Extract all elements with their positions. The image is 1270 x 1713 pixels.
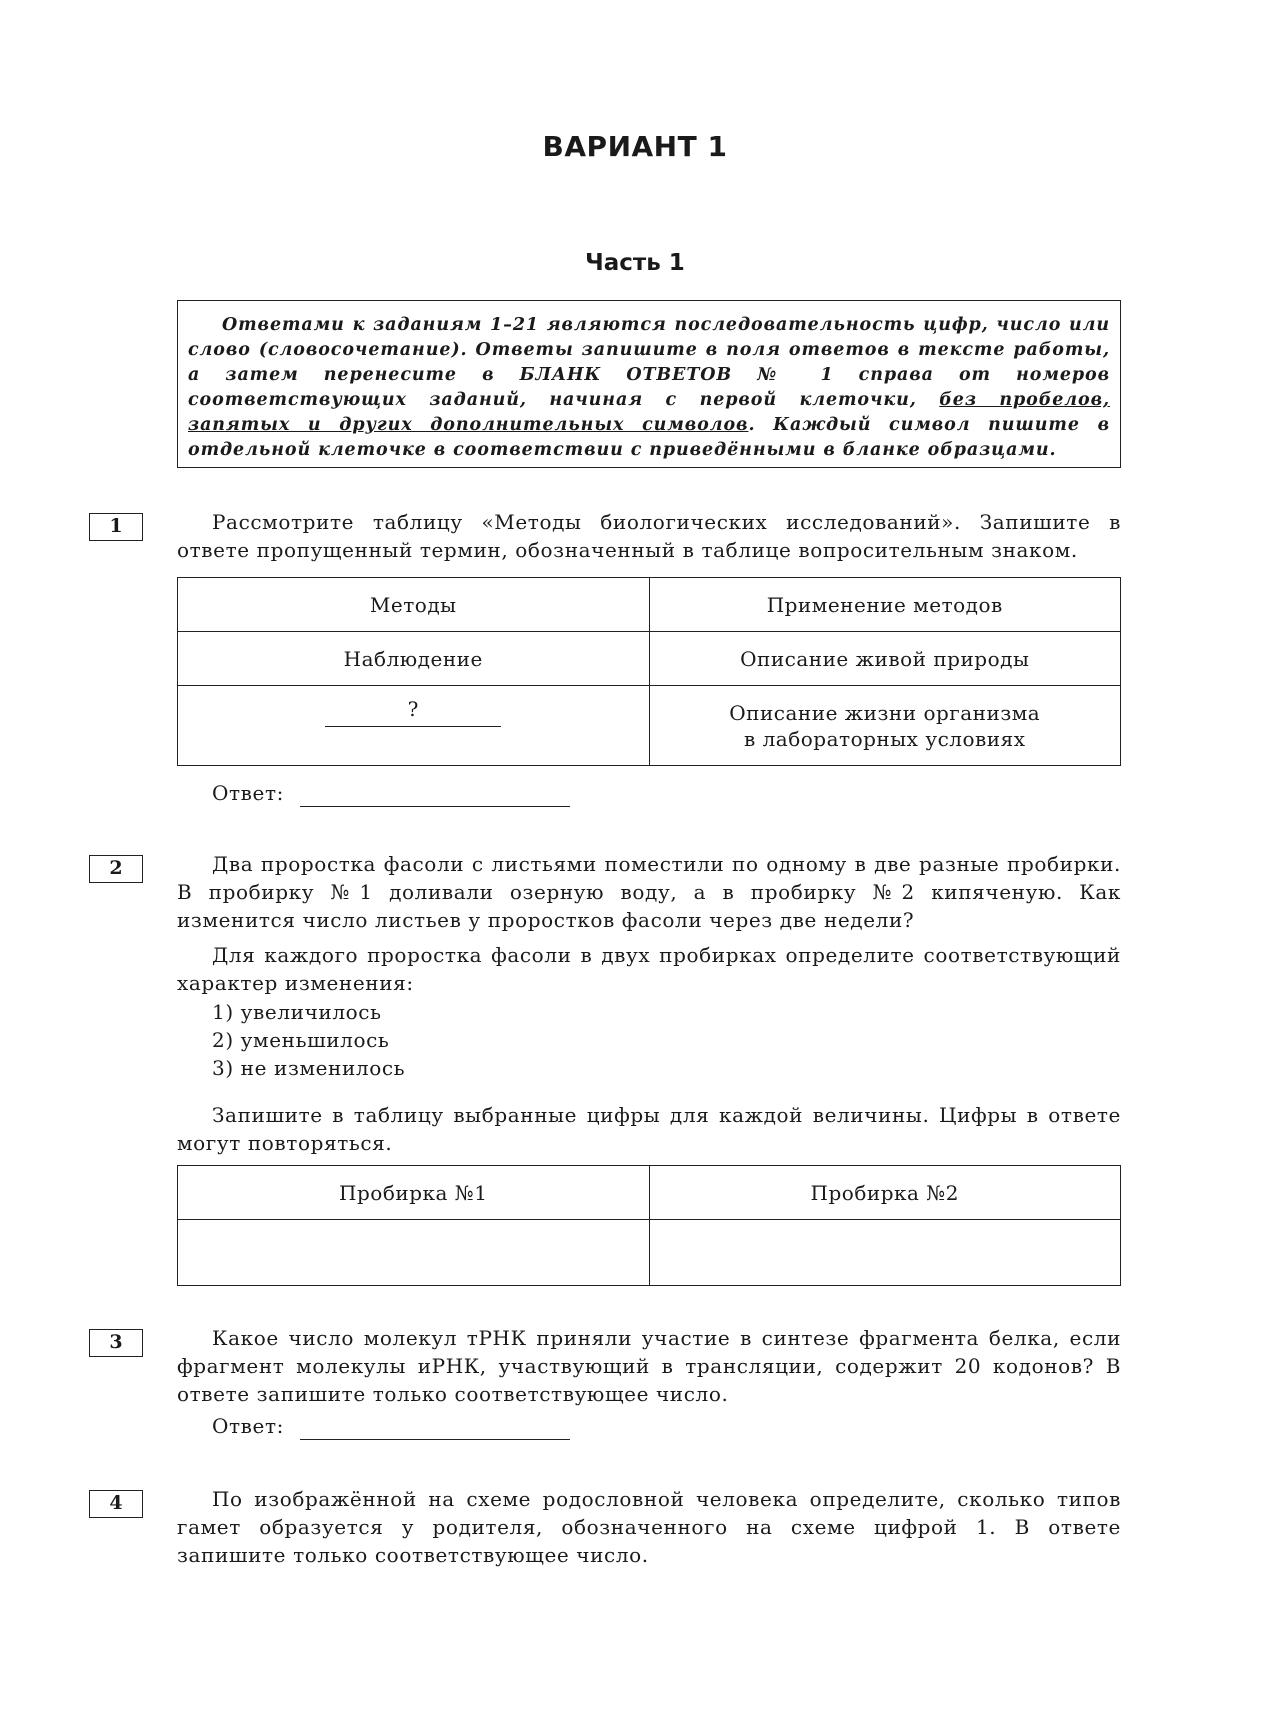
task-3-text-content: Какое число молекул тРНК приняли участие в синтезе фрагмента белка, если фрагмент молекулы иРНК, участвующий в трансляции, содержит 20 кодонов? В ответе запишите только соответствующее число. bbox=[177, 1326, 1121, 1406]
task-1-text-content: Рассмотрите таблицу «Методы биологических исследований». Запишите в ответе пропущенный термин, обозначенный в таблице вопросительным знаком. bbox=[177, 510, 1121, 562]
option-item: 1) увеличилось bbox=[212, 1000, 382, 1024]
instruction-box bbox=[177, 300, 1121, 468]
table-cell-line: в лабораторных условиях bbox=[743, 726, 1026, 751]
task-number-2: 2 bbox=[89, 855, 143, 883]
answer-cell-tube-1[interactable] bbox=[178, 1220, 650, 1286]
part-title: Часть 1 bbox=[585, 250, 685, 276]
task-1-answer-field[interactable] bbox=[300, 806, 570, 807]
task-4-text-content: По изображённой на схеме родословной человека определите, сколько типов гамет образуется у родителя, обозначенного на схеме цифрой 1. В ответе запишите только соответствующее число. bbox=[177, 1487, 1121, 1567]
table-header-methods: Методы bbox=[178, 578, 650, 632]
table-row bbox=[178, 578, 1121, 632]
instruction-text-part1: Ответами к заданиям 1–21 являются последовательность цифр, число или слово (словосочетание). Ответы запишите в поля ответов в тексте работы, а затем перенесите в БЛАНК ОТВЕТОВ № 1 справа от номеров соответствующих заданий, начиная с первой клеточки, bbox=[188, 315, 1110, 410]
instruction-text bbox=[188, 313, 1110, 463]
missing-term-placeholder[interactable]: ? bbox=[325, 696, 501, 727]
task-3-text bbox=[177, 1324, 1121, 1408]
task-number-4: 4 bbox=[89, 1490, 143, 1518]
task-number-1: 1 bbox=[89, 513, 143, 541]
task-2-text3 bbox=[177, 1101, 1121, 1157]
task-1-table bbox=[177, 577, 1121, 766]
task-1-text bbox=[177, 508, 1121, 564]
instruction-text-part2: . Каждый символ пишите в отдельной клеточке в соответствии с приведёнными в бланке образцами. bbox=[188, 415, 1110, 460]
table-header-tube-1: Пробирка №1 bbox=[178, 1166, 650, 1220]
table-row bbox=[178, 1166, 1121, 1220]
instruction-underlined-text: без пробелов, запятых и других дополнительных символов bbox=[188, 390, 1110, 435]
option-item: 3) не изменилось bbox=[212, 1056, 406, 1080]
table-row bbox=[178, 686, 1121, 766]
table-row bbox=[178, 1220, 1121, 1286]
task-4-text bbox=[177, 1485, 1121, 1569]
task-2-text bbox=[177, 850, 1121, 934]
task-2-text2-content: Для каждого проростка фасоли в двух пробирках определите соответствующий характер изменения: bbox=[177, 943, 1121, 995]
table-header-tube-2: Пробирка №2 bbox=[649, 1166, 1121, 1220]
task-number-3: 3 bbox=[89, 1329, 143, 1357]
task-3-answer-field[interactable] bbox=[300, 1439, 570, 1440]
table-cell-missing-term[interactable] bbox=[178, 686, 650, 766]
task-2-answer-table bbox=[177, 1165, 1121, 1286]
table-cell: Наблюдение bbox=[178, 632, 650, 686]
table-cell: Описание живой природы bbox=[649, 632, 1121, 686]
table-cell bbox=[649, 686, 1121, 766]
table-cell-line: Описание жизни организма bbox=[729, 700, 1041, 725]
option-item: 2) уменьшилось bbox=[212, 1028, 390, 1052]
task-3-answer-label: Ответ: bbox=[212, 1414, 284, 1438]
task-2-text3-content: Запишите в таблицу выбранные цифры для каждой величины. Цифры в ответе могут повторяться. bbox=[177, 1103, 1121, 1155]
answer-cell-tube-2[interactable] bbox=[649, 1220, 1121, 1286]
table-header-application: Применение методов bbox=[649, 578, 1121, 632]
task-1-answer-label: Ответ: bbox=[212, 781, 284, 805]
variant-title: ВАРИАНТ 1 bbox=[542, 130, 728, 163]
task-2-text2 bbox=[177, 941, 1121, 997]
table-row bbox=[178, 632, 1121, 686]
task-2-text-content: Два проростка фасоли с листьями поместили по одному в две разные пробирки. В пробирку №1 доливали озерную воду, а в пробирку №2 кипяченую. Как изменится число листьев у проростков фасоли через две недели? bbox=[177, 852, 1121, 932]
